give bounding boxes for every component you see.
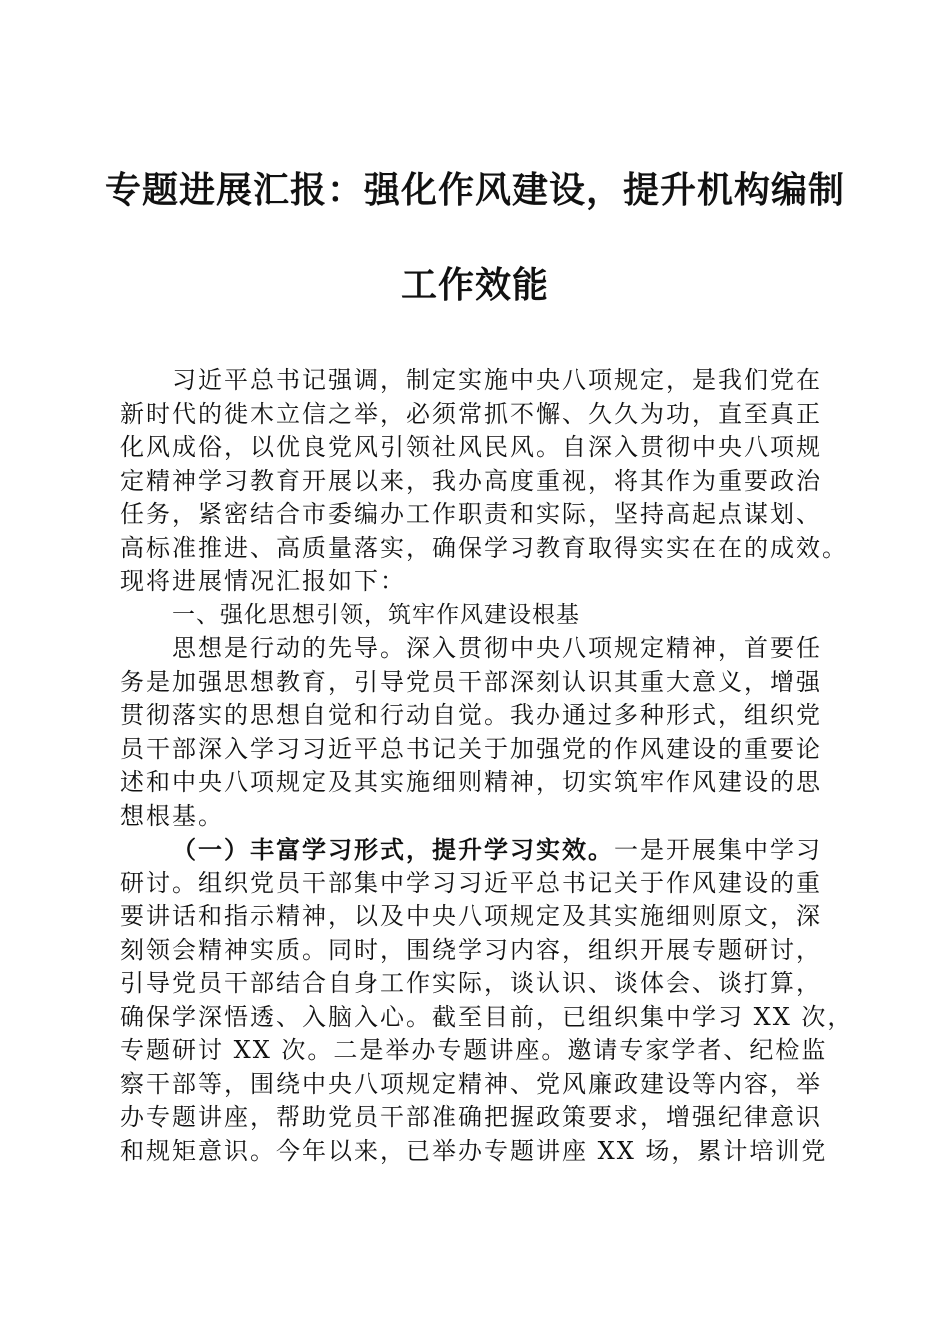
paragraph-line: 想根基。 <box>120 801 224 830</box>
paragraph-line: 要讲话和指示精神，以及中央八项规定及其实施细则原文，深 <box>120 902 822 930</box>
section-heading: 一、强化思想引领，筑牢作风建设根基 <box>172 601 580 628</box>
paragraph-line: 察干部等，围绕中央八项规定精神、党风廉政建设等内容，举 <box>120 1069 822 1098</box>
paragraph-line: 办专题讲座，帮助党员干部准确把握政策要求，增强纪律意识 <box>120 1103 822 1131</box>
document-title <box>100 166 850 309</box>
paragraph-line: 贯彻落实的思想自觉和行动自觉。我办通过多种形式，组织党 <box>120 701 822 729</box>
document-body <box>120 364 854 1168</box>
paragraph-line: 任务，紧密结合市委编办工作职责和实际，坚持高起点谋划、 <box>120 500 822 528</box>
paragraph-line: 引导党员干部结合自身工作实际，谈认识、谈体会、谈打算， <box>120 969 822 997</box>
title-line-1: 专题进展汇报：强化作风建设，提升机构编制 <box>104 169 845 211</box>
title-line-2: 工作效能 <box>400 264 549 306</box>
paragraph-line: 习近平总书记强调，制定实施中央八项规定，是我们党在 <box>172 366 822 394</box>
paragraph-line: 现将进展情况汇报如下： <box>120 567 406 595</box>
paragraph-line: 述和中央八项规定及其实施细则精神，切实筑牢作风建设的思 <box>120 768 822 796</box>
paragraph-text: 一是开展集中学习 <box>614 836 822 864</box>
paragraph-line: 化风成俗，以优良党风引领社风民风。自深入贯彻中央八项规 <box>120 433 822 461</box>
paragraph-line: 刻领会精神实质。同时，围绕学习内容，组织开展专题研讨， <box>120 935 822 964</box>
paragraph-line: 研讨。组织党员干部集中学习习近平总书记关于作风建设的重 <box>120 868 822 897</box>
paragraph-line: 定精神学习教育开展以来，我办高度重视，将其作为重要政治 <box>120 466 822 495</box>
paragraph-line: 务是加强思想教育，引导党员干部深刻认识其重大意义，增强 <box>120 667 822 696</box>
paragraph-line: 新时代的徙木立信之举，必须常抓不懈、久久为功，直至真正 <box>120 399 822 428</box>
paragraph-line: 和规矩意识。今年以来，已举办专题讲座 XX 场，累计培训党 <box>120 1136 828 1165</box>
paragraph-line: 员干部深入学习习近平总书记关于加强党的作风建设的重要论 <box>120 734 822 763</box>
paragraph-line: 高标准推进、高质量落实，确保学习教育取得实实在在的成效。 <box>120 533 848 562</box>
paragraph-line: 思想是行动的先导。深入贯彻中央八项规定精神，首要任 <box>172 634 822 662</box>
subsection-heading-line <box>120 833 836 867</box>
paragraph-line: 专题研讨 XX 次。二是举办专题讲座。邀请专家学者、纪检监 <box>120 1036 828 1064</box>
paragraph-line: 确保学深悟透、入脑入心。截至目前，已组织集中学习 XX 次， <box>120 1002 854 1031</box>
subsection-heading: （一）丰富学习形式，提升学习实效。 <box>172 835 614 864</box>
